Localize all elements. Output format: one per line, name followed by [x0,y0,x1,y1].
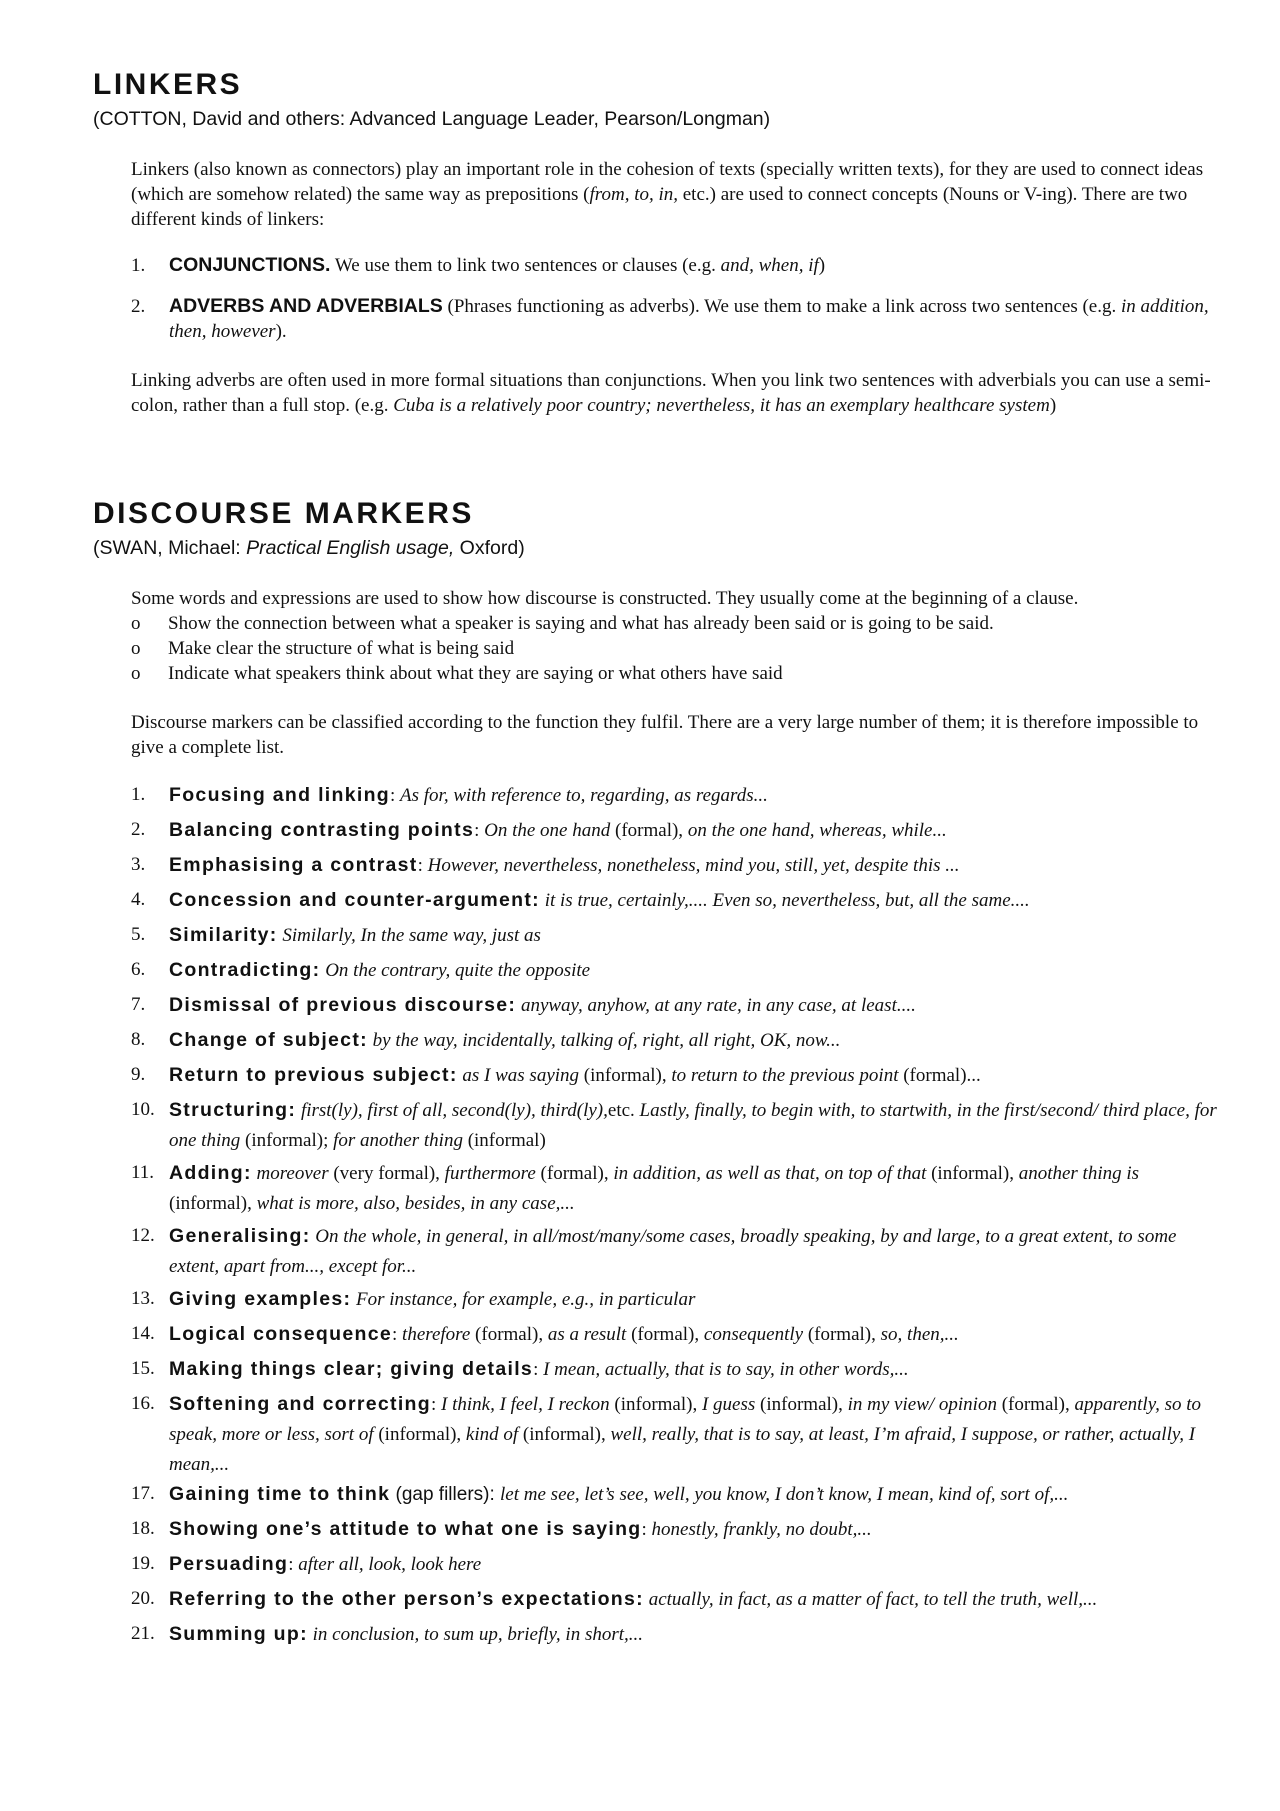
linkers-intro-text-c: etc.) are used to connect concepts (Nouns or V-ing). There are two different kinds of linkers: [131,184,1188,230]
item-body [169,1479,1226,1510]
item-number: 3. [131,854,146,875]
item-examples: I guess [701,1394,756,1415]
item-examples: On the whole, in general, in all/most/many/some cases, broadly speaking, by and large, to a great extent, to some extent, apart from..., except for... [169,1226,1177,1277]
bullet-item [131,611,1221,636]
item-label: Emphasising a contrast [169,854,418,876]
item-examples: well, really, that is to say, at least, I’m afraid, I suppose, or rather, actually, I mean,... [169,1424,1196,1475]
discourse-marker-item [131,955,1226,986]
item-body [169,780,1226,811]
item-examples: for another thing [333,1130,463,1151]
item-text: (gap fillers): [390,1484,501,1505]
item-examples: moreover [256,1163,329,1184]
item-examples: first(ly), first of all, second(ly), third(ly), [300,1100,608,1121]
item-text: (informal) [462,1130,546,1151]
item-label: Dismissal of previous discourse: [169,994,517,1016]
item-text: : [641,1519,652,1540]
item-examples: apparently, so to speak, more or less, sort of [169,1394,1202,1445]
item-number: 17. [131,1483,155,1504]
linkers-item-examples: and, when, if [720,255,819,276]
item-text: (informal), [755,1394,848,1415]
discourse-marker-item [131,1158,1226,1219]
item-body [169,1354,1226,1385]
item-label: Contradicting: [169,959,321,981]
item-examples: On the one hand [484,820,611,841]
item-text: (informal), [579,1065,672,1086]
item-examples: anyway, anyhow, at any rate, in any case, at least.... [520,995,916,1016]
item-text: (informal), [926,1163,1019,1184]
item-examples: so, then,... [880,1324,959,1345]
item-body [169,1549,1226,1580]
item-number: 14. [131,1323,155,1344]
item-body [169,885,1226,916]
discourse-markers-heading: DISCOURSE MARKERS [93,497,474,530]
item-label: Generalising: [169,1225,311,1247]
item-label: Persuading [169,1553,289,1575]
item-label: Logical consequence [169,1323,393,1345]
item-body [169,1158,1226,1219]
item-label: Similarity: [169,924,278,946]
discourse-marker-item [131,1025,1226,1056]
item-label: Summing up: [169,1623,308,1645]
item-text: (informal), [609,1394,702,1415]
discourse-marker-item [131,1284,1226,1315]
item-examples: to return to the previous point [671,1065,899,1086]
item-examples: However, nevertheless, nonetheless, mind you, still, yet, despite this ... [427,855,960,876]
discourse-marker-item [131,850,1226,881]
item-examples: by the way, incidentally, talking of, right, all right, OK, now... [372,1030,841,1051]
linkers-intro-examples: from, to, in, [589,184,678,205]
item-body [169,1284,1226,1315]
item-label: Concession and counter-argument: [169,889,540,911]
item-number: 16. [131,1393,155,1414]
item-body [169,1095,1226,1156]
discourse-marker-item [131,1514,1226,1545]
item-number: 21. [131,1623,155,1644]
item-text: (very formal), [328,1163,445,1184]
item-number: 10. [131,1099,155,1120]
item-examples: let me see, let’s see, well, you know, I don’t know, I mean, kind of, sort of,... [500,1484,1069,1505]
item-examples: actually, in fact, as a matter of fact, to tell the truth, well,... [648,1589,1098,1610]
item-examples: therefore [402,1324,471,1345]
bullet-mark: o [131,663,141,684]
item-number: 12. [131,1225,155,1246]
item-examples: as I was saying [462,1065,580,1086]
linkers-heading: LINKERS [93,68,243,101]
linkers-outro-paragraph [131,368,1221,418]
discourse-marker-item [131,1549,1226,1580]
discourse-marker-item [131,1389,1226,1480]
item-body [169,1514,1226,1545]
item-number: 9. [131,1064,146,1085]
item-examples: after all, look, look here [298,1554,482,1575]
bullet-text: Indicate what speakers think about what they are saying or what others have said [168,663,783,684]
discourse-marker-item [131,1619,1226,1650]
item-examples: in my view/ opinion [847,1394,997,1415]
linkers-item [131,253,1226,278]
item-label: Giving examples: [169,1288,352,1310]
item-label: Referring to the other person’s expectations: [169,1588,644,1610]
bullet-item [131,661,1221,686]
linkers-item [131,294,1226,344]
item-number: 2. [131,819,146,840]
item-examples: consequently [703,1324,804,1345]
item-examples: Lastly, finally, to begin with, to startwith, in the first/second/ third place, for one thing [169,1100,1217,1151]
item-examples: Similarly, In the same way, just as [282,925,541,946]
item-text: etc. [607,1100,640,1121]
discourse-marker-item [131,920,1226,951]
item-body [169,815,1226,846]
item-text: (formal)... [898,1065,981,1086]
item-label: Adding: [169,1162,252,1184]
item-text: (informal), [518,1424,611,1445]
item-body [169,1060,1226,1091]
item-examples: I think, I feel, I reckon [441,1394,610,1415]
linkers-intro-text-a: Linkers (also known as connectors) play an important role in the cohesion of texts (specially written texts), for they are used to connect ideas (which are somehow related) the same way as prepositions ( [131,159,1204,205]
item-body [169,990,1226,1021]
item-body [169,1584,1226,1615]
discourse-source-book: Practical English usage, [246,537,455,559]
bullet-mark: o [131,638,141,659]
discourse-marker-item [131,1354,1226,1385]
item-text: : [417,855,428,876]
item-text: (formal), [470,1324,548,1345]
bullet-mark: o [131,613,141,634]
item-body [169,1619,1226,1650]
item-number: 11. [131,1162,155,1183]
discourse-classification: Discourse markers can be classified according to the function they fulfil. There are a very large number of them; it is therefore impossible to give a complete list. [131,712,1199,758]
linkers-item-end: ). [275,321,287,342]
discourse-marker-item [131,1095,1226,1156]
item-label: Gaining time to think [169,1483,391,1505]
item-label: Softening and correcting [169,1393,431,1415]
item-number: 19. [131,1553,155,1574]
item-number: 20. [131,1588,155,1609]
item-examples: on the one hand, whereas, while... [687,820,947,841]
discourse-source-a: (SWAN, Michael: [93,537,247,559]
item-examples: On the contrary, quite the opposite [325,960,591,981]
item-examples: As for, with reference to, regarding, as regards... [400,785,768,806]
item-text: : [430,1394,441,1415]
linkers-item-number: 1. [131,255,146,276]
linkers-outro-example: Cuba is a relatively poor country; nevertheless, it has an exemplary healthcare system [393,395,1050,416]
linkers-item-label: ADVERBS AND ADVERBIALS [169,295,443,317]
item-label: Balancing contrasting points [169,819,475,841]
linkers-source: (COTTON, David and others: Advanced Language Leader, Pearson/Longman) [93,108,771,130]
item-examples: what is more, also, besides, in any case,... [256,1193,575,1214]
item-examples: in conclusion, to sum up, briefly, in short,... [312,1624,644,1645]
item-text: (formal), [626,1324,704,1345]
discourse-marker-item [131,1060,1226,1091]
item-body [169,850,1226,881]
discourse-marker-item [131,815,1226,846]
item-number: 7. [131,994,146,1015]
linkers-intro-paragraph [131,157,1221,232]
bullet-item [131,636,1221,661]
item-examples: honestly, frankly, no doubt,... [651,1519,872,1540]
linkers-outro-text-a: Linking adverbs are often used in more formal situations than conjunctions. When you link two sentences with adverbials you can use a semi-colon, rather than a full stop. (e.g. [131,370,1211,416]
discourse-marker-item [131,780,1226,811]
item-examples: as a result [547,1324,627,1345]
item-number: 5. [131,924,146,945]
linkers-item-label: CONJUNCTIONS. [169,254,331,276]
item-text: : [474,820,485,841]
item-text: (formal), [535,1163,614,1184]
item-examples: another thing is [1018,1163,1140,1184]
item-number: 1. [131,784,146,805]
item-body [169,1221,1226,1282]
item-number: 6. [131,959,146,980]
item-body [169,955,1226,986]
item-text: (formal), [996,1394,1075,1415]
item-number: 18. [131,1518,155,1539]
discourse-marker-item [131,1479,1226,1510]
item-number: 4. [131,889,146,910]
item-number: 15. [131,1358,155,1379]
linkers-item-end: ) [818,255,826,276]
linkers-item-text: We use them to link two sentences or clauses (e.g. [330,255,721,276]
item-body [169,1025,1226,1056]
item-body [169,1319,1226,1350]
discourse-marker-item [131,1221,1226,1282]
item-body [169,920,1226,951]
item-label: Making things clear; giving details [169,1358,534,1380]
item-text: : [390,785,401,806]
item-text: (informal), [169,1193,257,1214]
item-label: Showing one’s attitude to what one is saying [169,1518,642,1540]
linkers-outro-text-c: ) [1049,395,1057,416]
linkers-item-text: (Phrases functioning as adverbs). We use them to make a link across two sentences (e.g. [442,296,1121,317]
item-text: : [392,1324,403,1345]
item-examples: For instance, for example, e.g., in particular [356,1289,696,1310]
discourse-source-c: Oxford) [454,537,525,559]
discourse-marker-item [131,1319,1226,1350]
discourse-marker-item [131,990,1226,1021]
bullet-text: Show the connection between what a speaker is saying and what has already been said or is going to be said. [168,613,994,634]
item-label: Return to previous subject: [169,1064,458,1086]
item-text: (informal); [240,1130,334,1151]
linkers-item-number: 2. [131,296,146,317]
item-examples: I mean, actually, that is to say, in other words,... [543,1359,909,1380]
item-number: 13. [131,1288,155,1309]
item-examples: furthermore [444,1163,536,1184]
item-text: : [288,1554,299,1575]
linkers-item-examples: in addition, then, however [169,296,1209,342]
item-examples: it is true, certainly,.... Even so, nevertheless, but, all the same.... [544,890,1030,911]
item-label: Change of subject: [169,1029,368,1051]
bullet-text: Make clear the structure of what is being said [168,638,515,659]
item-body [169,1389,1226,1480]
discourse-source [93,536,525,560]
item-number: 8. [131,1029,146,1050]
item-examples: kind of [465,1424,519,1445]
item-examples: in addition, as well as that, on top of that [613,1163,927,1184]
discourse-marker-item [131,885,1226,916]
item-text: (informal), [373,1424,466,1445]
discourse-intro: Some words and expressions are used to show how discourse is constructed. They usually come at the beginning of a clause. [131,588,1079,609]
item-label: Structuring: [169,1099,297,1121]
discourse-marker-item [131,1584,1226,1615]
item-label: Focusing and linking [169,784,390,806]
item-text: : [533,1359,544,1380]
item-text: (formal), [803,1324,881,1345]
item-text: (formal), [610,820,688,841]
